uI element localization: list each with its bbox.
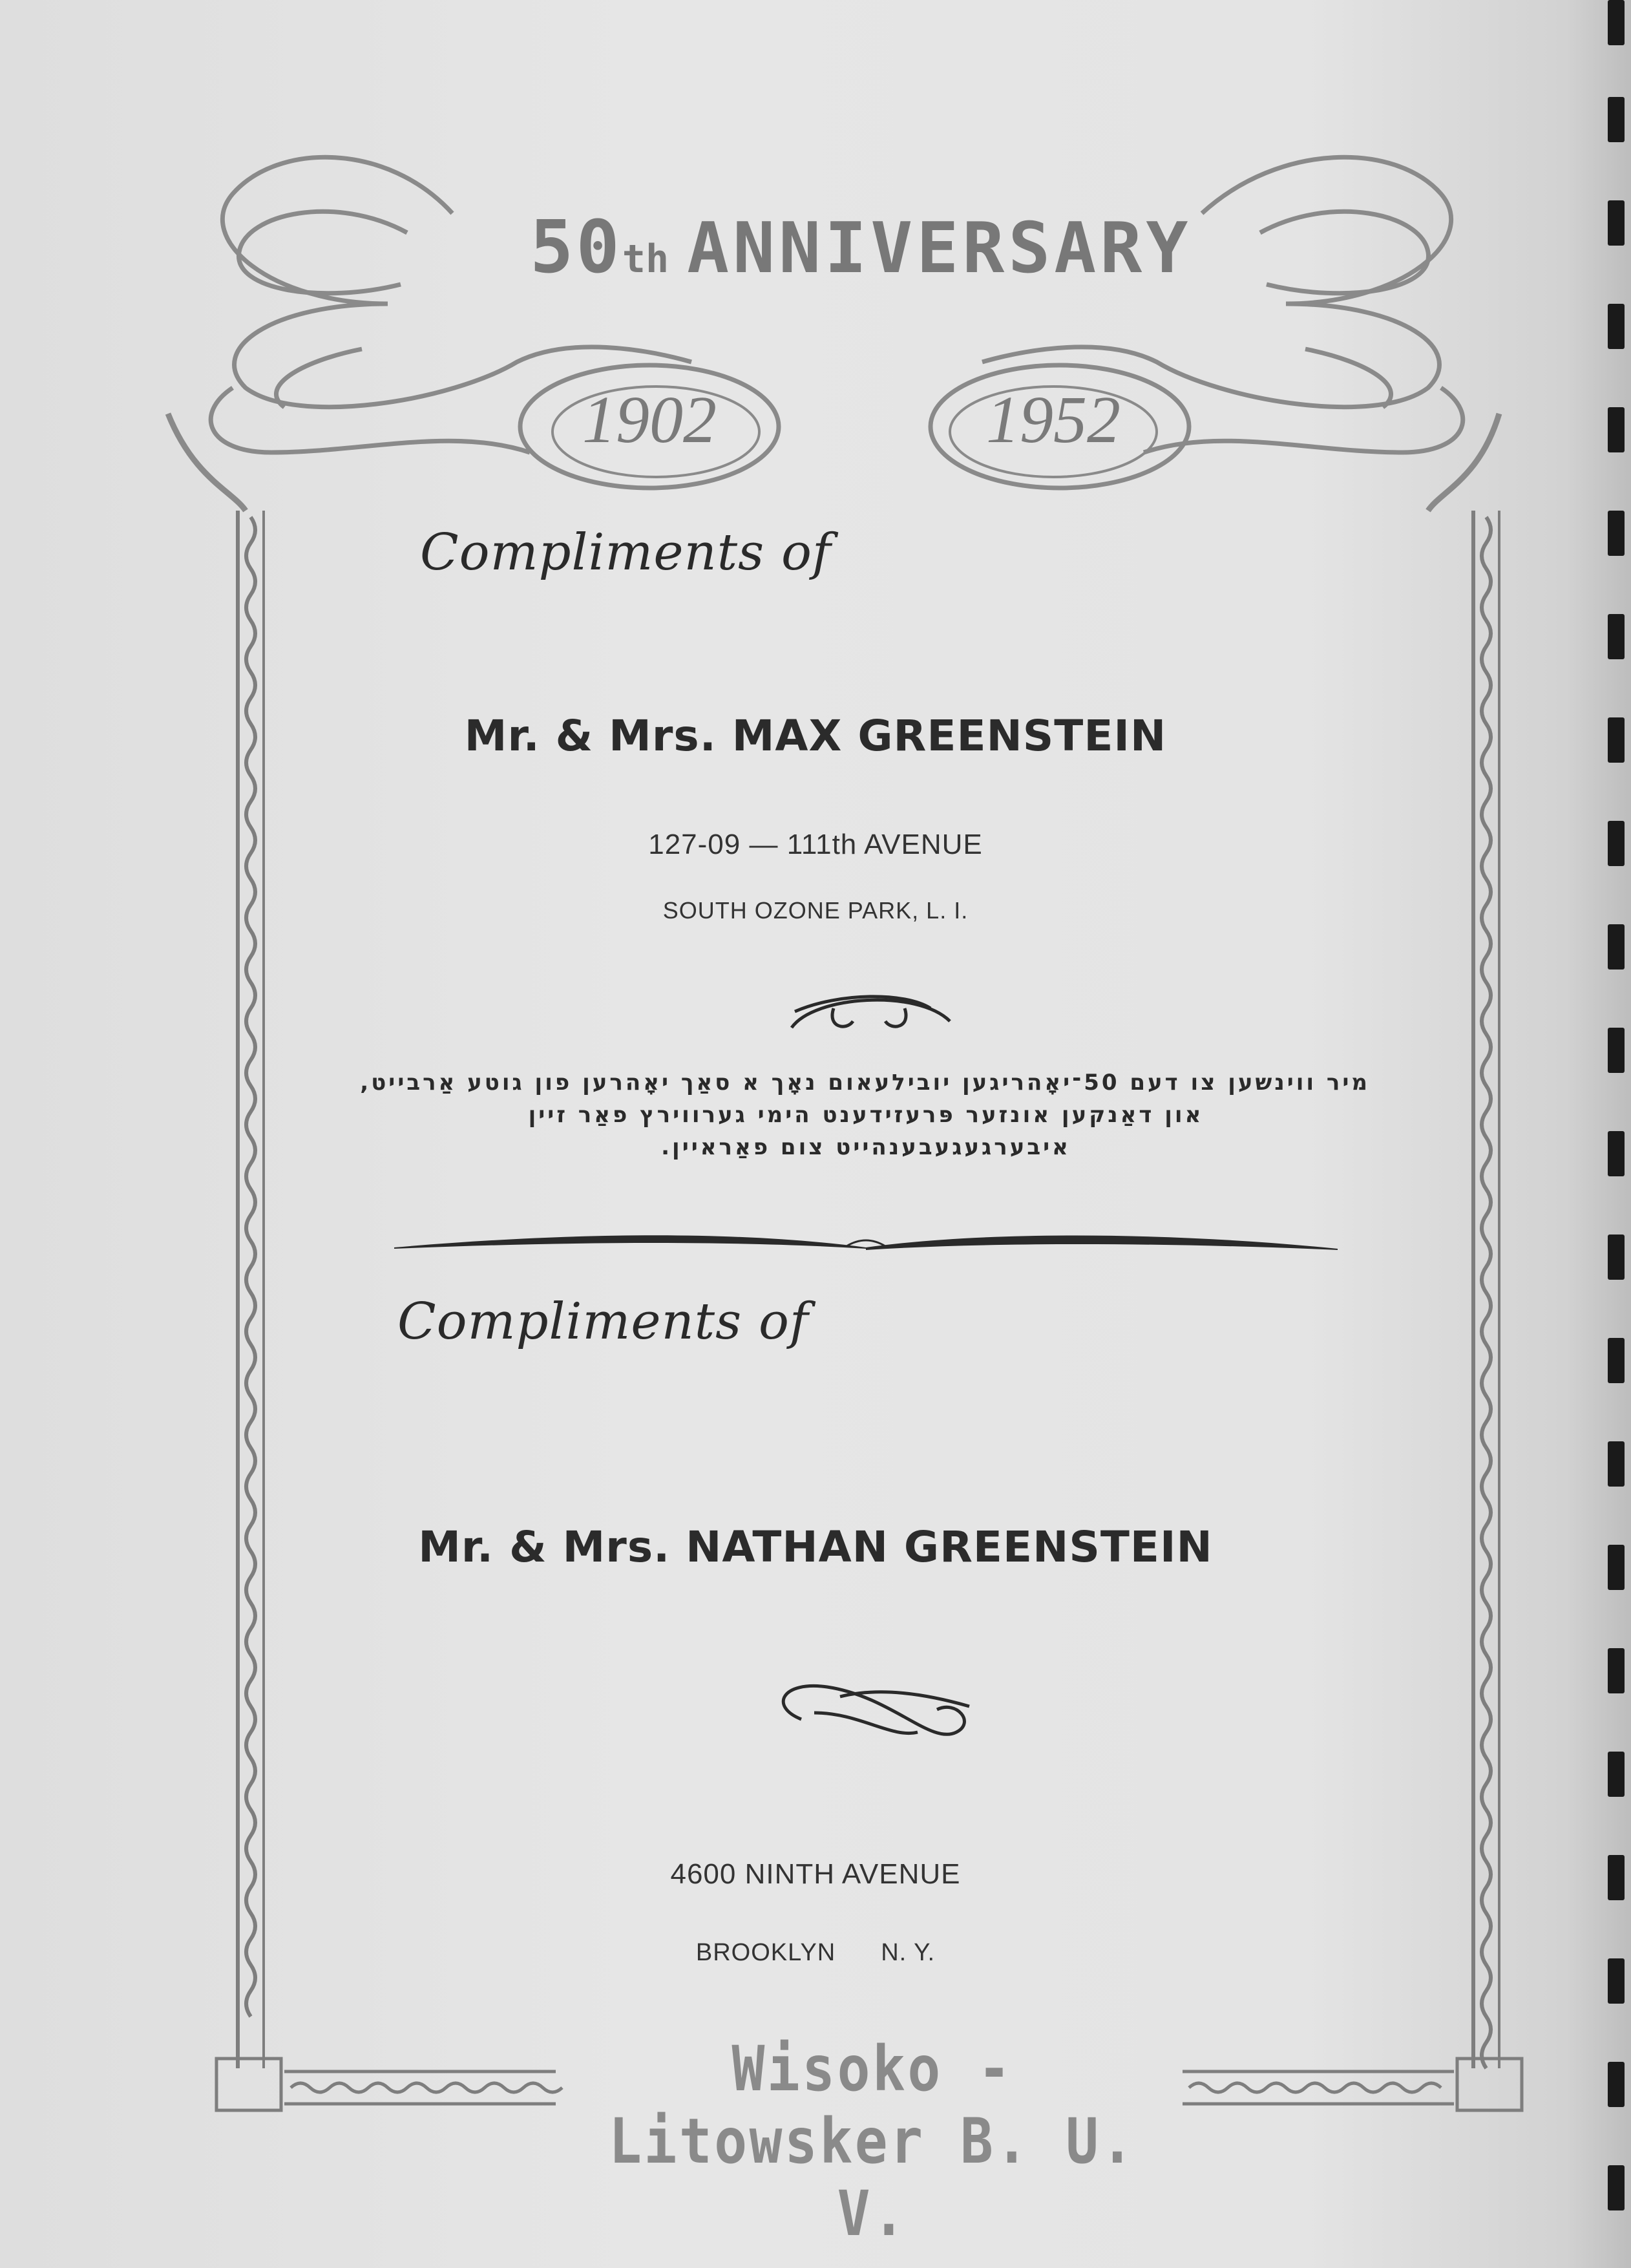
address-line-2: SOUTH OZONE PARK, L. I. [662, 897, 969, 924]
yiddish-message [362, 1066, 1370, 1163]
anniversary-suffix: th [622, 237, 669, 282]
organization-name: Wisoko - Litowsker B. U. V. [609, 2033, 1136, 2250]
divider-rule [394, 1235, 1338, 1250]
yiddish-line: מיר ווינשען צו דעם 50־יאָהריגען יובילעאום נאָך א סאַך יאָהרען פון גוטע אַרבייט, [360, 1070, 1370, 1096]
compliments-of-heading-1: Compliments of [420, 524, 832, 582]
address-line-1: 127-09 — 111th AVENUE [648, 829, 983, 860]
address-line-1: 4600 NINTH AVENUE [670, 1858, 961, 1890]
address-city-state [0, 1939, 1631, 1967]
anniversary-headline [530, 206, 1241, 296]
address-city: BROOKLYN [695, 1939, 836, 1966]
yiddish-line: און דאַנקען אונזער פּרעזידענט הימי גערווירץ פאַר זיין [528, 1102, 1204, 1128]
compliments-of-heading-2: Compliments of [397, 1293, 809, 1351]
ornament-swirl-2 [783, 1686, 969, 1734]
anniversary-number: 50 [530, 206, 622, 290]
anniversary-word: ANNIVERSARY [687, 208, 1192, 289]
advertiser-name-1: Mr. & Mrs. MAX GREENSTEIN [464, 711, 1167, 761]
advertiser-name-2: Mr. & Mrs. NATHAN GREENSTEIN [418, 1522, 1213, 1572]
year-end: 1952 [986, 383, 1121, 457]
address-state: N. Y. [881, 1939, 936, 1966]
yiddish-line: איבערגעגעבענהייט צום פאַראיין. [661, 1134, 1071, 1160]
ornament-divider-1 [792, 997, 950, 1028]
year-start: 1902 [582, 383, 717, 457]
